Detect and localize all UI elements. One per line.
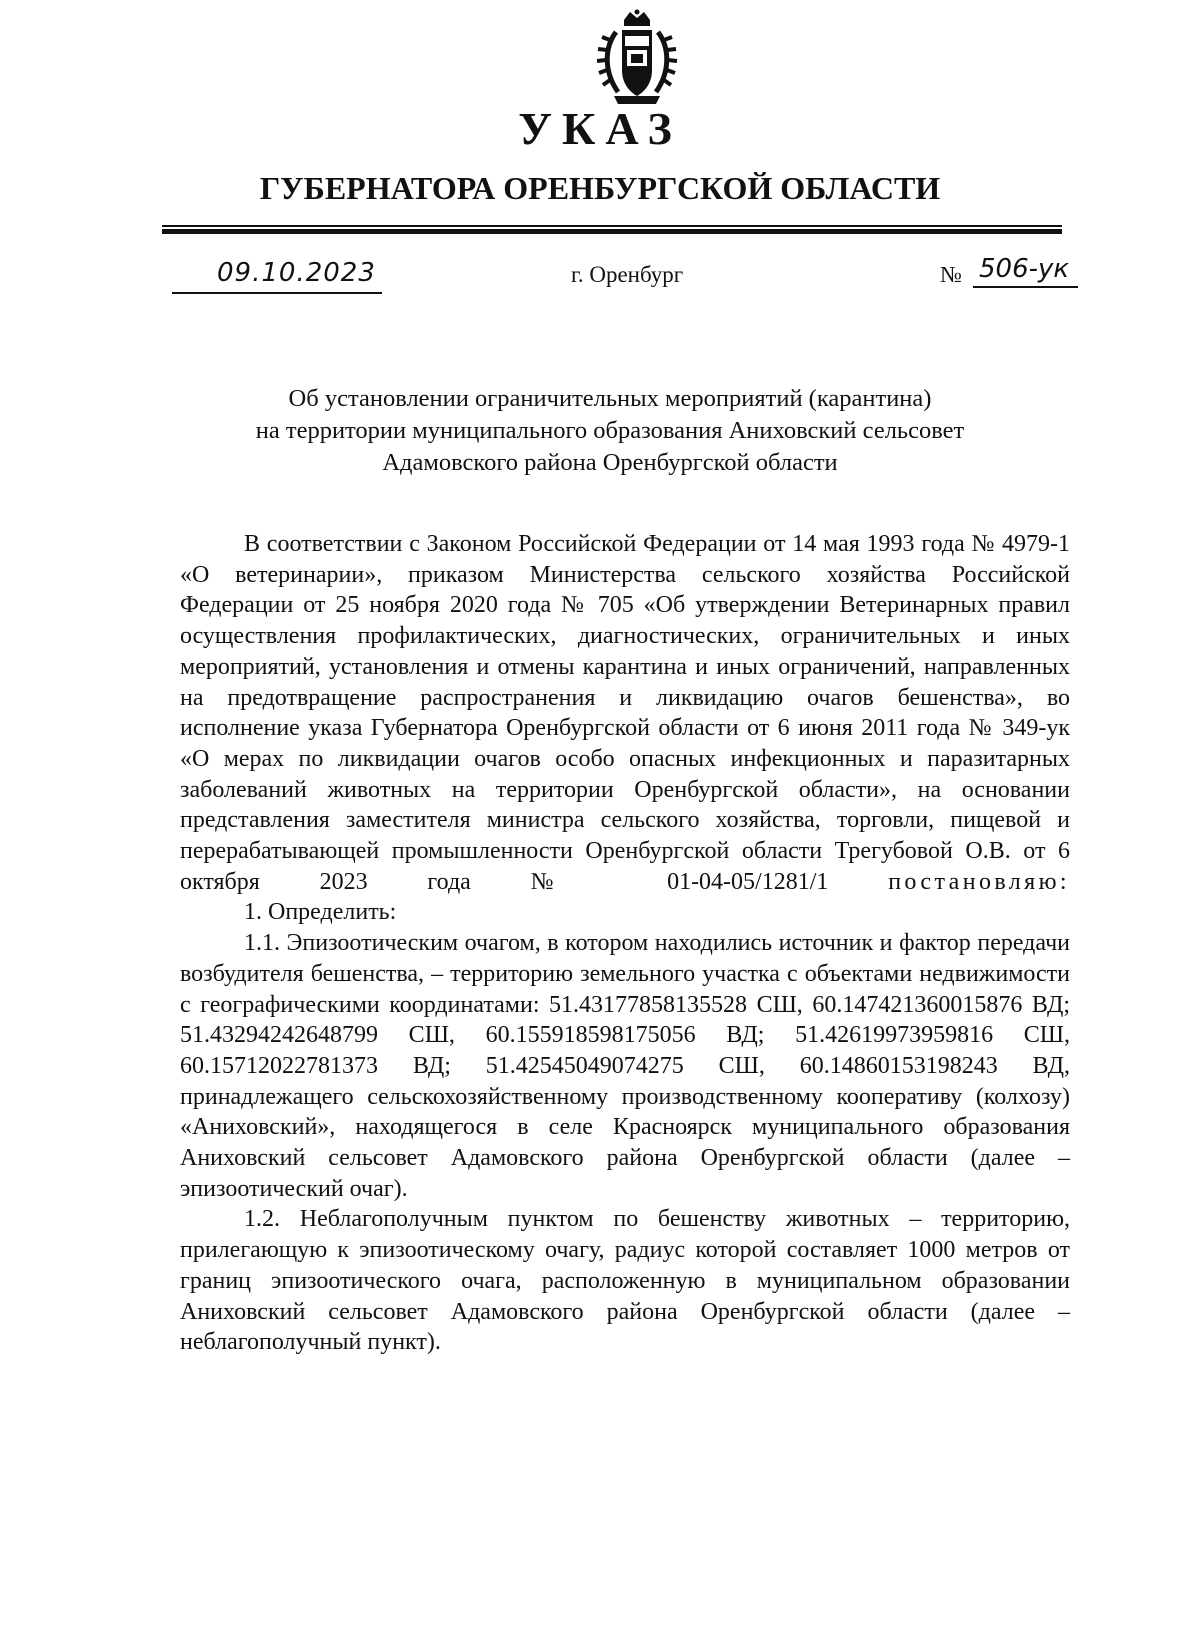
title-line: Об установлении ограничительных мероприятий (карантина) [288, 385, 932, 412]
header-rule-thick [162, 229, 1062, 234]
issuer-heading: ГУБЕРНАТОРА ОРЕНБУРГСКОЙ ОБЛАСТИ [259, 170, 941, 206]
decree-word: постановляю: [888, 868, 1070, 895]
document-body [180, 529, 1070, 1358]
header-rule-thin [162, 225, 1062, 227]
coat-of-arms-emblem [596, 8, 678, 108]
title-line: на территории муниципального образования Аниховский сельсовет [255, 417, 965, 444]
document-date: 09.10.2023 [217, 258, 376, 288]
preamble-text: В соответствии с Законом Российской Федерации от 14 мая 1993 года № 4979-1 «О ветеринарии», приказом Министерства сельского хозяйства Российской Федерации от 25 ноября 2020 года № 705 «Об утверждении Ветеринарных правил осуществления профилактических, диагностических, ограничительных и иных мероприятий, установления и отмены карантина и иных ограничений, направленных на предотвращение распространения и ликвидацию очагов бешенства», во исполнение указа Губернатора Оренбургской области от 6 июня 2011 года № 349-ук «О мерах по ликвидации очагов особо опасных инфекционных и паразитарных заболеваний животных на территории Оренбургской области», на основании представления заместителя министра сельского хозяйства, торговли, пищевой и перерабатывающей промышленности Оренбургской области Трегубовой О.В. от 6 октября 2023 года № 01-04-05/1281/1 [180, 531, 1070, 895]
preamble-paragraph [180, 529, 1070, 897]
document-number: 506-ук [979, 254, 1070, 284]
document-title [160, 383, 1060, 479]
number-field [973, 254, 1078, 288]
item-1-1-paragraph: 1.1. Эпизоотическим очагом, в котором находились источник и фактор передачи возбудителя бешенства, – территорию земельного участка с объектами недвижимости с географическими координатами: 51.43177858135528 СШ, 60.147421360015876 ВД; 51.43294242648799 СШ, 60.155918598175056 ВД; 51.42619973959816 СШ, 60.15712022781373 ВД; 51.42545049074275 СШ, 60.14860153198243 ВД, принадлежащего сельскохозяйственному производственному кооперативу (колхозу) «Аниховский», находящегося в селе Красноярск муниципального образования Аниховский сельсовет Адамовского района Оренбургской области (далее – эпизоотический очаг). [180, 930, 1070, 1202]
document-city: г. Оренбург [571, 262, 684, 287]
title-line: Адамовского района Оренбургской области [382, 449, 838, 476]
date-field [172, 258, 382, 294]
item-1-paragraph: 1. Определить: [244, 899, 397, 926]
number-sign: № [940, 262, 962, 287]
item-1-2-paragraph: 1.2. Неблагополучным пунктом по бешенству животных – территорию, прилегающую к эпизоотическому очагу, радиус которой составляет 1000 метров от границ эпизоотического очага, расположенную в муниципальном образовании Аниховский сельсовет Адамовского района Оренбургской области (далее – неблагополучный пункт). [180, 1206, 1070, 1356]
document-type-heading: УКАЗ [518, 103, 682, 154]
